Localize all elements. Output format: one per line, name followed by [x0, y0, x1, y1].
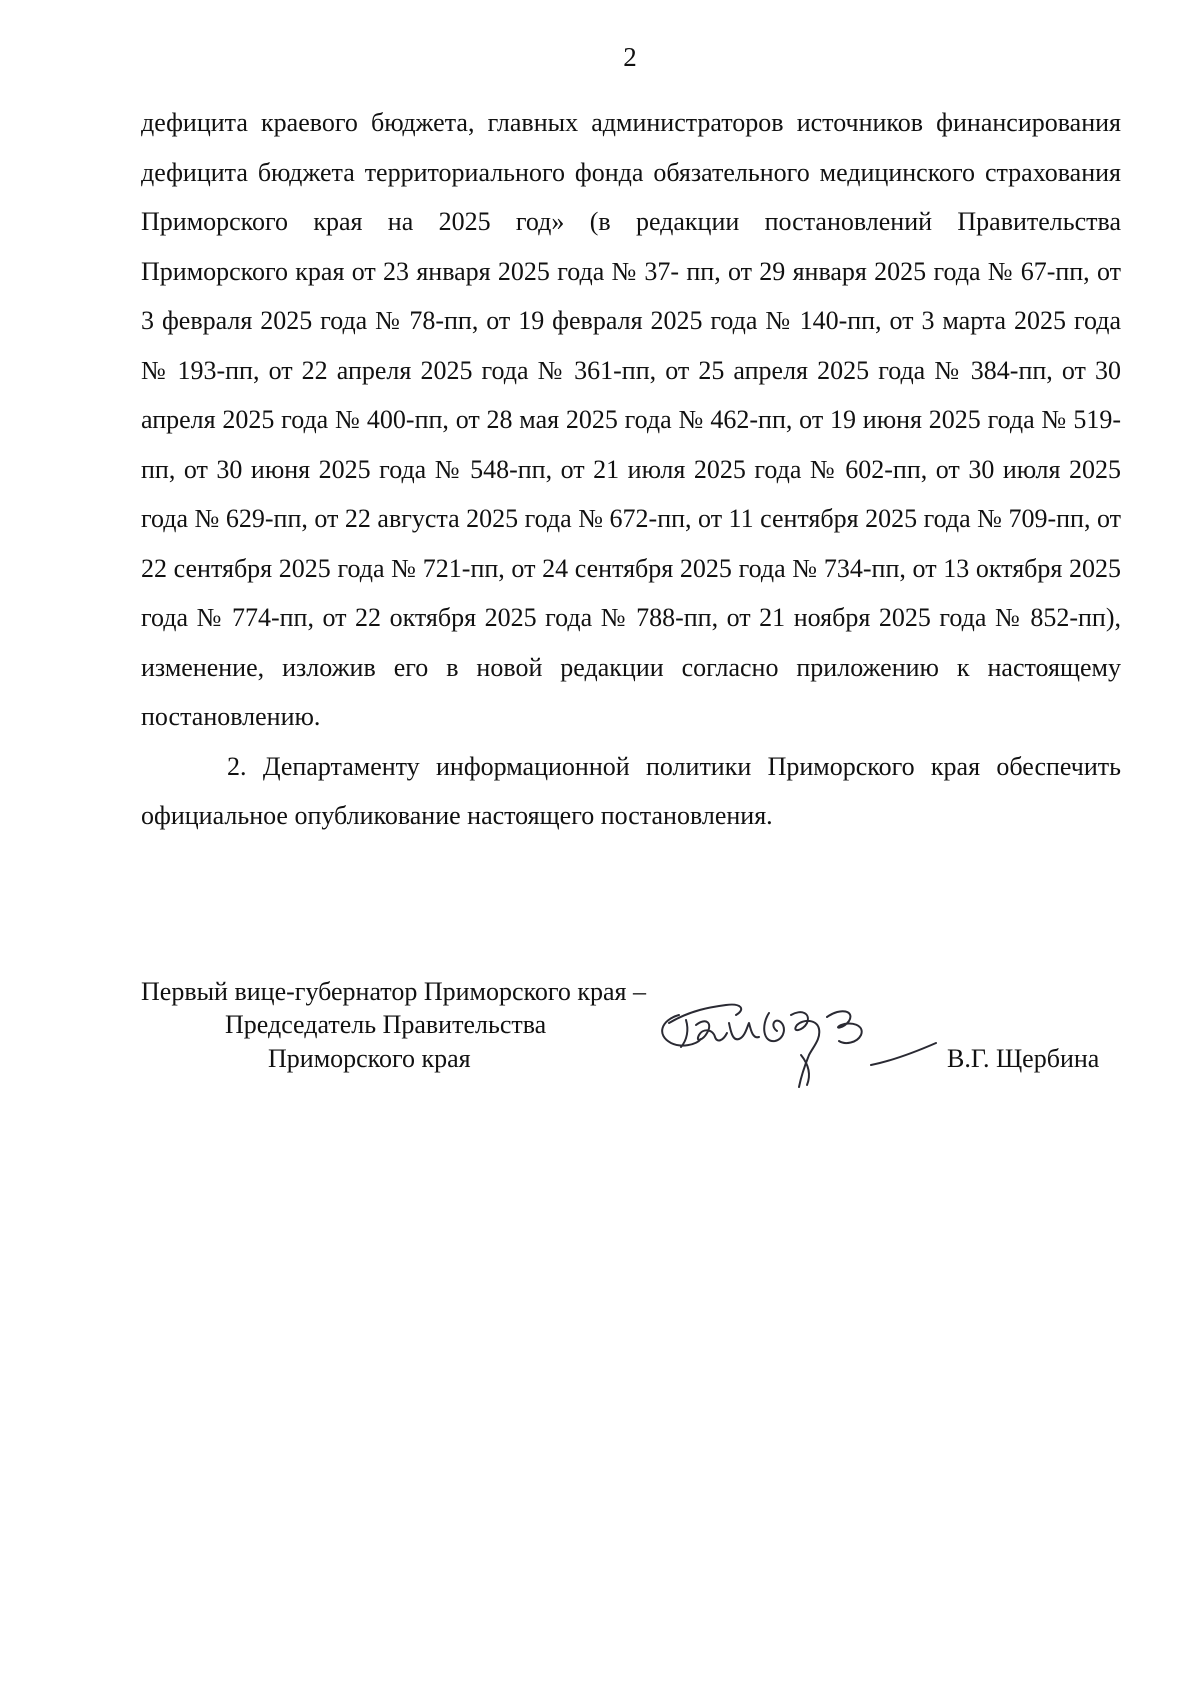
document-body [141, 98, 1121, 841]
handwritten-signature [651, 995, 951, 1105]
page-number: 2 [623, 42, 637, 72]
signatory-name: В.Г. Щербина [947, 1044, 1100, 1073]
signature-block [141, 975, 1121, 1095]
paragraph-2: 2. Департаменту информационной политики Приморского края обеспечить официальное опубликование настоящего постановления. [141, 751, 1121, 830]
signatory-position-line-2: Председатель Правительства [225, 1010, 547, 1039]
signatory-position-line-1: Первый вице-губернатор Приморского края – [141, 977, 646, 1006]
paragraph-1: дефицита краевого бюджета, главных администраторов источников финансирования дефицита бюджета территориального фонда обязательного медицинского страхования Приморского края на 2025 год» (в редакции постановлений Правительства Приморского края от 23 января 2025 года № 37- пп, от 29 января 2025 года № 67-пп, от 3 февраля 2025 года № 78-пп, от 19 февраля 2025 года № 140-пп, от 3 марта 2025 года № 193-пп, от 22 апреля 2025 года № 361-пп, от 25 апреля 2025 года № 384-пп, от 30 апреля 2025 года № 400-пп, от 28 мая 2025 года № 462-пп, от 19 июня 2025 года № 519-пп, от 30 июня 2025 года № 548-пп, от 21 июля 2025 года № 602-пп, от 30 июля 2025 года № 629-пп, от 22 августа 2025 года № 672-пп, от 11 сентября 2025 года № 709-пп, от 22 сентября 2025 года № 721-пп, от 24 сентября 2025 года № 734-пп, от 13 октября 2025 года № 774-пп, от 22 октября 2025 года № 788-пп, от 21 ноября 2025 года № 852-пп), изменение, изложив его в новой редакции согласно приложению к настоящему постановлению. [141, 108, 1121, 731]
signatory-position-line-3: Приморского края [268, 1044, 471, 1073]
